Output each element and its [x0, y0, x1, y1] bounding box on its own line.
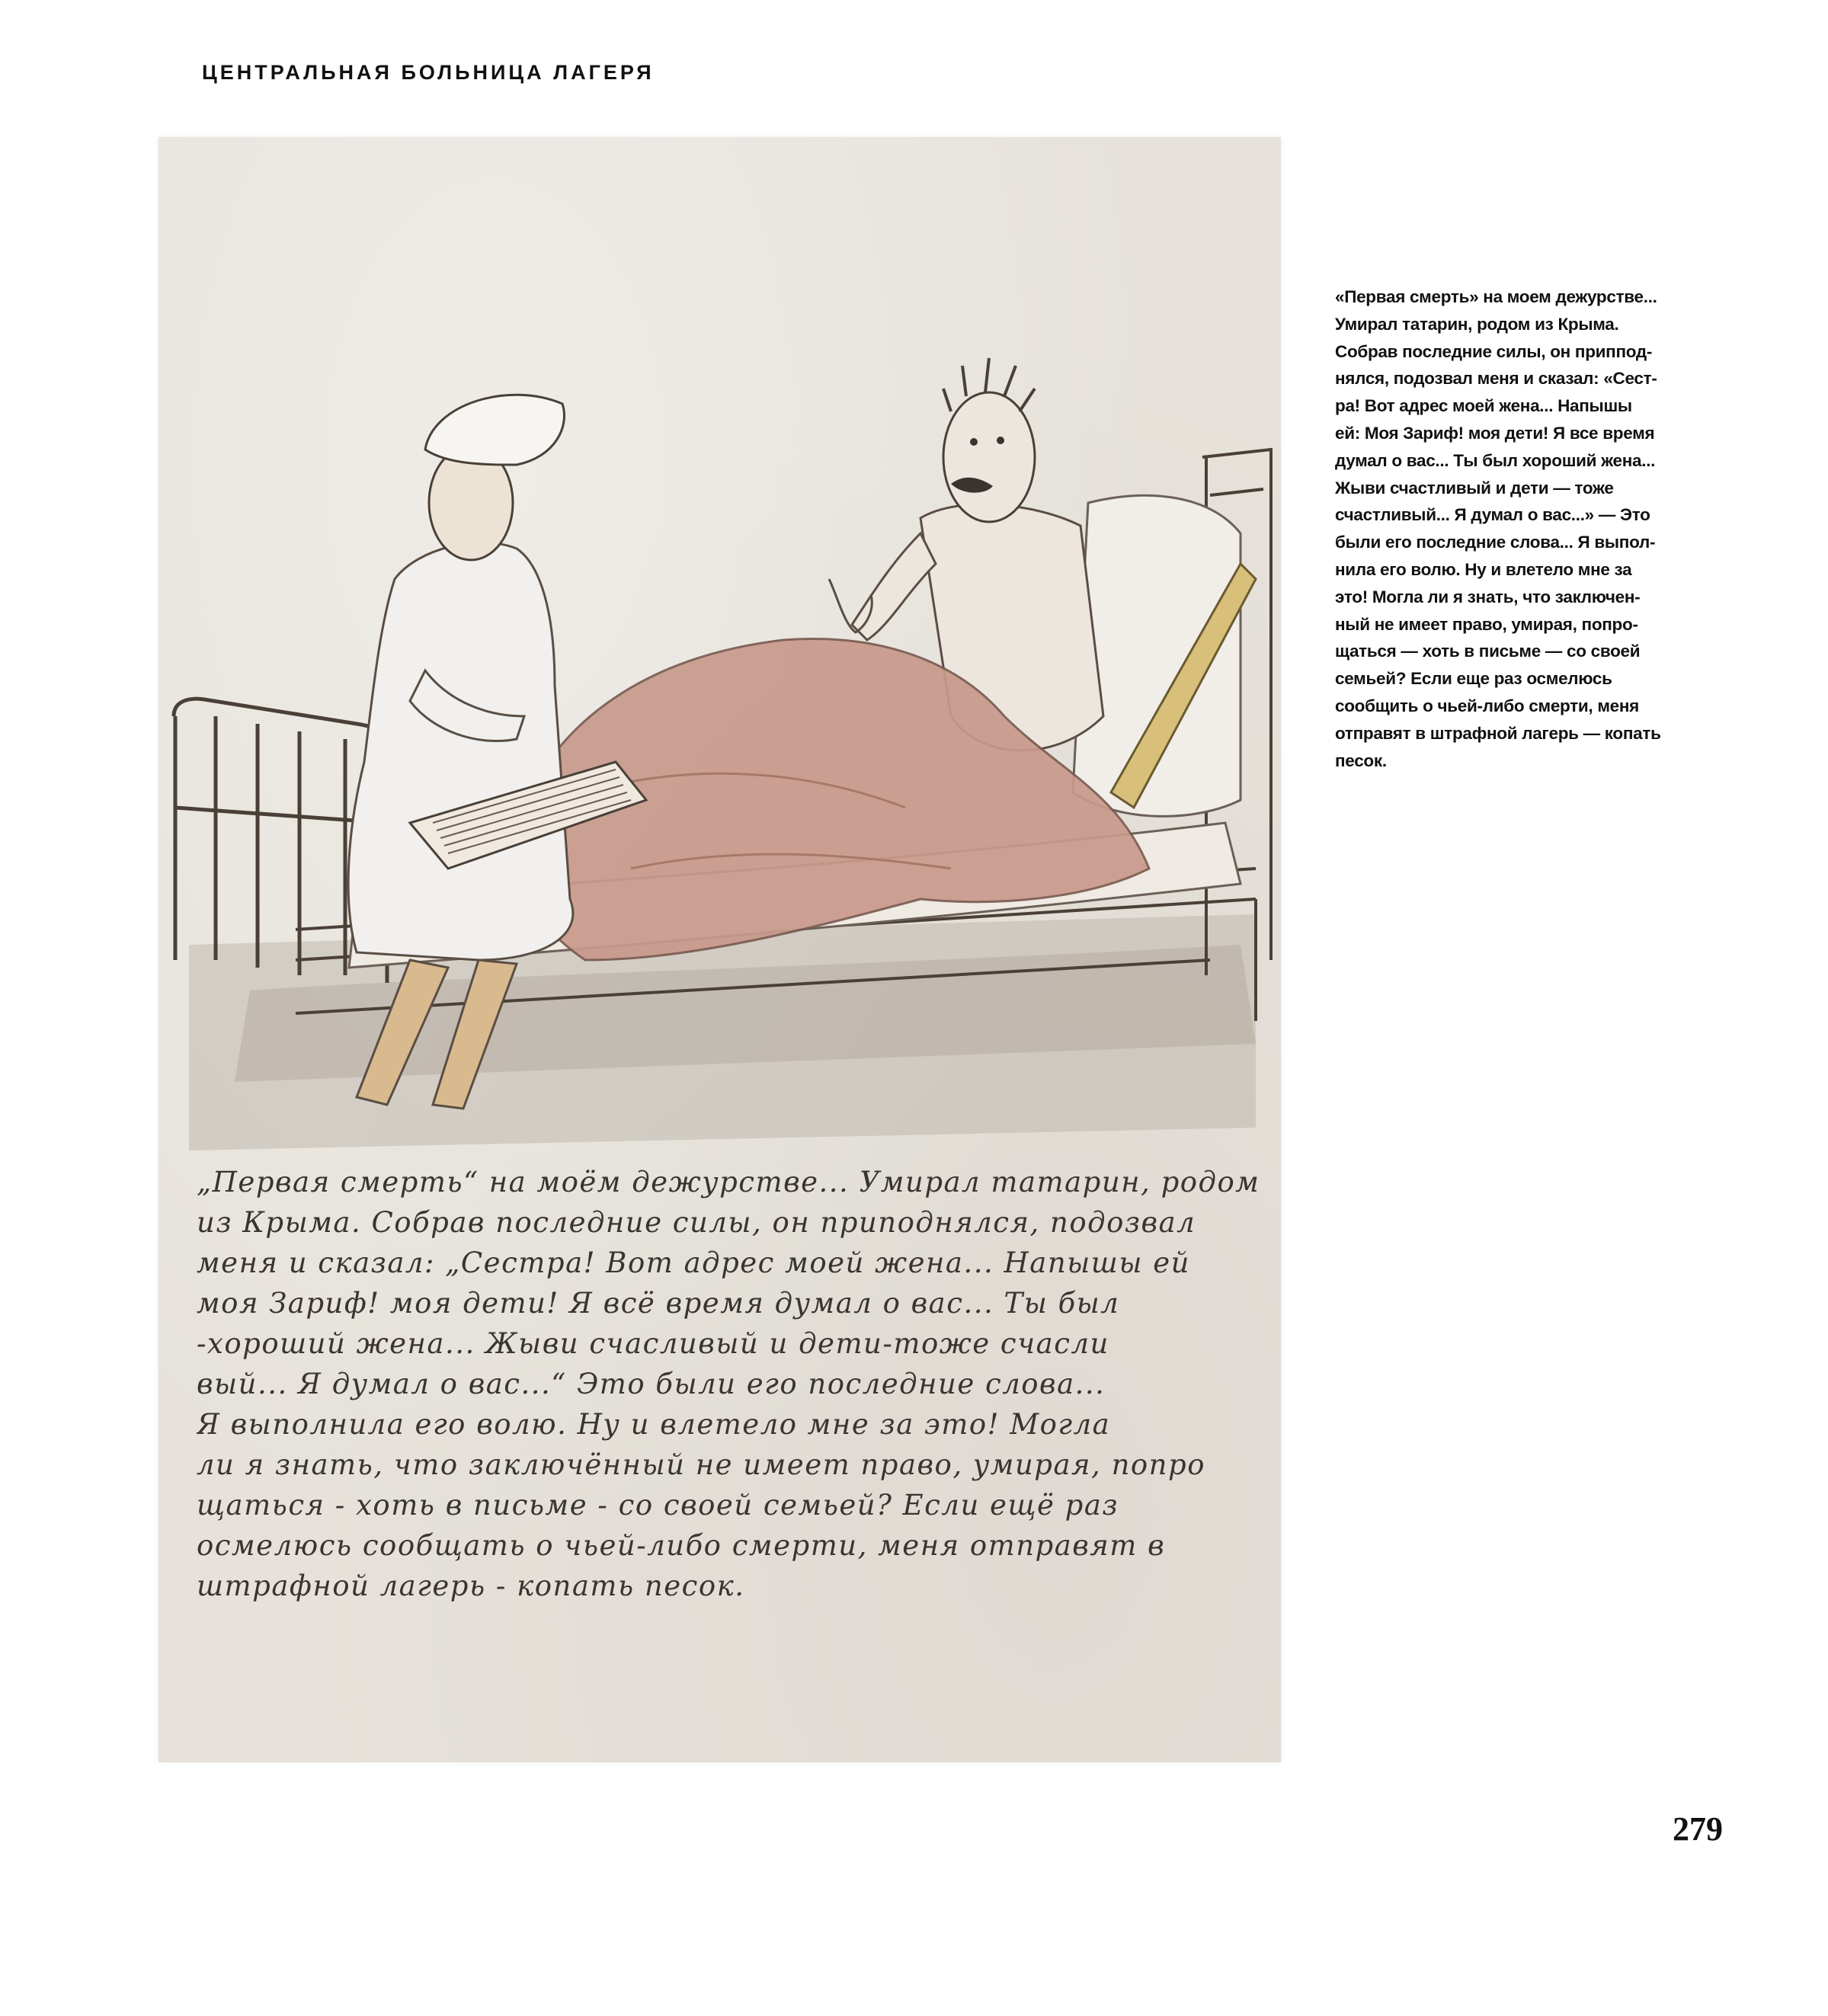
caption-line: отправят в штрафной лагерь — копать — [1335, 723, 1661, 743]
handwritten-note — [197, 1162, 1263, 1606]
caption-line: нялся, подозвал меня и сказал: «Сест- — [1335, 369, 1657, 389]
caption-line: Собрав последние силы, он приппод- — [1335, 341, 1653, 361]
handwritten-line: вый... Я думал о вас...“ Это были его последние слова... — [197, 1368, 1106, 1400]
handwritten-line: щаться - хоть в письме - со своей семьей? Если ещё раз — [197, 1489, 1119, 1522]
caption-line: Жыви счастливый и дети — тоже — [1335, 478, 1614, 498]
caption-line: щаться — хоть в письме — со своей — [1335, 642, 1641, 661]
caption-line: были его последние слова... Я выпол- — [1335, 533, 1656, 552]
caption-line: семьей? Если еще раз осмелюсь — [1335, 669, 1612, 689]
handwritten-line: „Первая смерть“ на моём дежурстве... Умирал татарин, родом — [197, 1166, 1260, 1198]
caption-line: сообщить о чьей-либо смерти, меня — [1335, 696, 1640, 715]
caption-line: «Первая смерть» на моем дежурстве... — [1335, 287, 1657, 306]
caption-line: думал о вас... Ты был хороший жена... — [1335, 450, 1656, 470]
handwritten-line: -хороший жена... Жыви счасливый и дети-тоже счасли — [197, 1327, 1109, 1360]
caption-line: это! Могла ли я знать, что заключен- — [1335, 587, 1641, 606]
caption-line: ей: Моя Зариф! моя дети! Я все время — [1335, 423, 1655, 443]
caption-line: Умирал татарин, родом из Крыма. — [1335, 314, 1619, 334]
handwritten-line: ли я знать, что заключённый не имеет право, умирая, попро — [197, 1448, 1205, 1481]
caption-line: ный не имеет право, умирая, попро- — [1335, 614, 1638, 634]
caption-line: ра! Вот адрес моей жена... Напышы — [1335, 396, 1632, 416]
handwritten-line: из Крыма. Собрав последние силы, он приподнялся, подозвал — [197, 1206, 1196, 1239]
running-header: ЦЕНТРАЛЬНАЯ БОЛЬНИЦА ЛАГЕРЯ — [202, 61, 655, 84]
handwritten-line: осмелюсь сообщать о чьей-либо смерти, меня отправят в — [197, 1529, 1166, 1562]
caption-line: песок. — [1335, 750, 1387, 770]
caption-line: счастливый... Я думал о вас...» — Это — [1335, 505, 1650, 525]
page-number: 279 — [1673, 1810, 1723, 1848]
caption-text — [1335, 283, 1731, 774]
caption-line: нила его волю. Ну и влетело мне за — [1335, 559, 1632, 579]
hospital-scene-drawing — [158, 137, 1281, 1166]
handwritten-line: Я выполнила его волю. Ну и влетело мне за это! Могла — [197, 1408, 1111, 1441]
handwritten-line: моя Зариф! моя дети! Я всё время думал о вас... Ты был — [197, 1287, 1120, 1320]
handwritten-line: штрафной лагерь - копать песок. — [197, 1570, 745, 1602]
handwritten-line: меня и сказал: „Сестра! Вот адрес моей жена... Напышы ей — [197, 1246, 1190, 1279]
illustration-plate — [158, 137, 1281, 1762]
